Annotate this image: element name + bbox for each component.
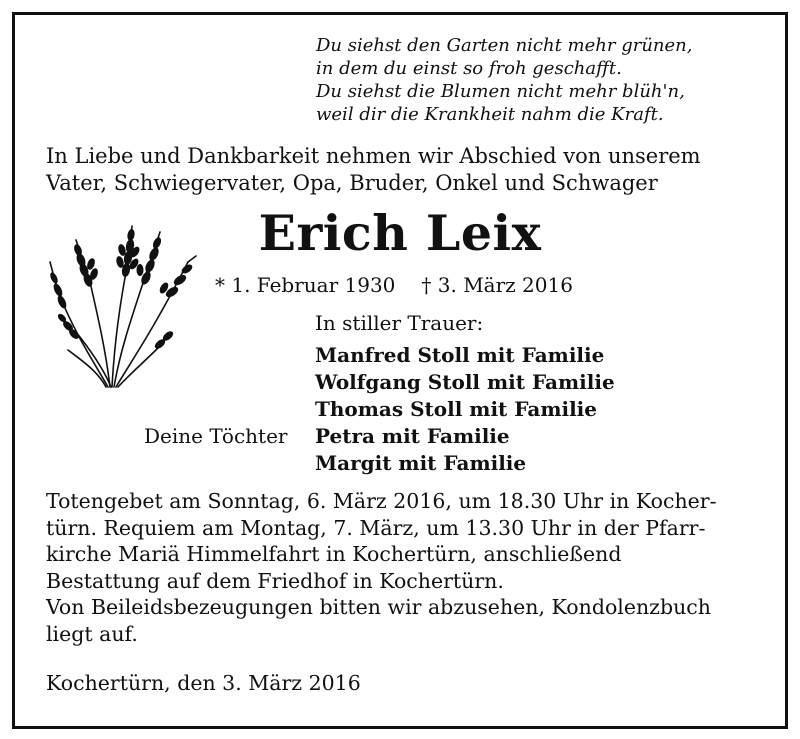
place-and-date: Kochertürn, den 3. März 2016 (46, 671, 361, 695)
poem-line: Du siehst den Garten nicht mehr grünen, (316, 35, 693, 56)
detail-line: kirche Mariä Himmelfahrt in Kochertürn, anschließend (46, 542, 622, 566)
mourner-item: Thomas Stoll mit Familie (315, 397, 597, 421)
poem (316, 34, 692, 126)
poem-line: in dem du einst so froh geschafft. (316, 58, 622, 79)
mourner-item: Wolfgang Stoll mit Familie (315, 370, 615, 394)
mourners-list (315, 342, 615, 477)
deceased-name: Erich Leix (258, 204, 542, 262)
poem-line: weil dir die Krankheit nahm die Kraft. (316, 104, 664, 125)
mourning-label: In stiller Trauer: (315, 311, 484, 335)
service-details (46, 488, 717, 647)
detail-line: türn. Requiem am Montag, 7. März, um 13.30 Uhr in der Pfarr- (46, 515, 706, 540)
life-dates (215, 272, 573, 298)
detail-line: Von Beileidsbezeugungen bitten wir abzusehen, Kondolenzbuch (46, 595, 711, 619)
intro-text (46, 143, 701, 197)
detail-line: Totengebet am Sonntag, 6. März 2016, um 18.30 Uhr in Kocher- (46, 489, 717, 513)
detail-line: Bestattung auf dem Friedhof in Kochertürn. (46, 568, 504, 593)
birth-date: * 1. Februar 1930 (215, 273, 396, 297)
mourner-item: Manfred Stoll mit Familie (315, 343, 605, 367)
mourner-item: Petra mit Familie (315, 424, 510, 448)
detail-line: liegt auf. (46, 621, 138, 646)
mourner-item: Margit mit Familie (315, 451, 527, 475)
daughters-label: Deine Töchter (144, 424, 288, 448)
intro-line: In Liebe und Dankbarkeit nehmen wir Abschied von unserem (46, 144, 701, 168)
poem-line: Du siehst die Blumen nicht mehr blüh'n, (316, 81, 685, 102)
death-date: † 3. März 2016 (421, 273, 573, 297)
intro-line: Vater, Schwiegervater, Opa, Bruder, Onkel und Schwager (46, 171, 658, 195)
